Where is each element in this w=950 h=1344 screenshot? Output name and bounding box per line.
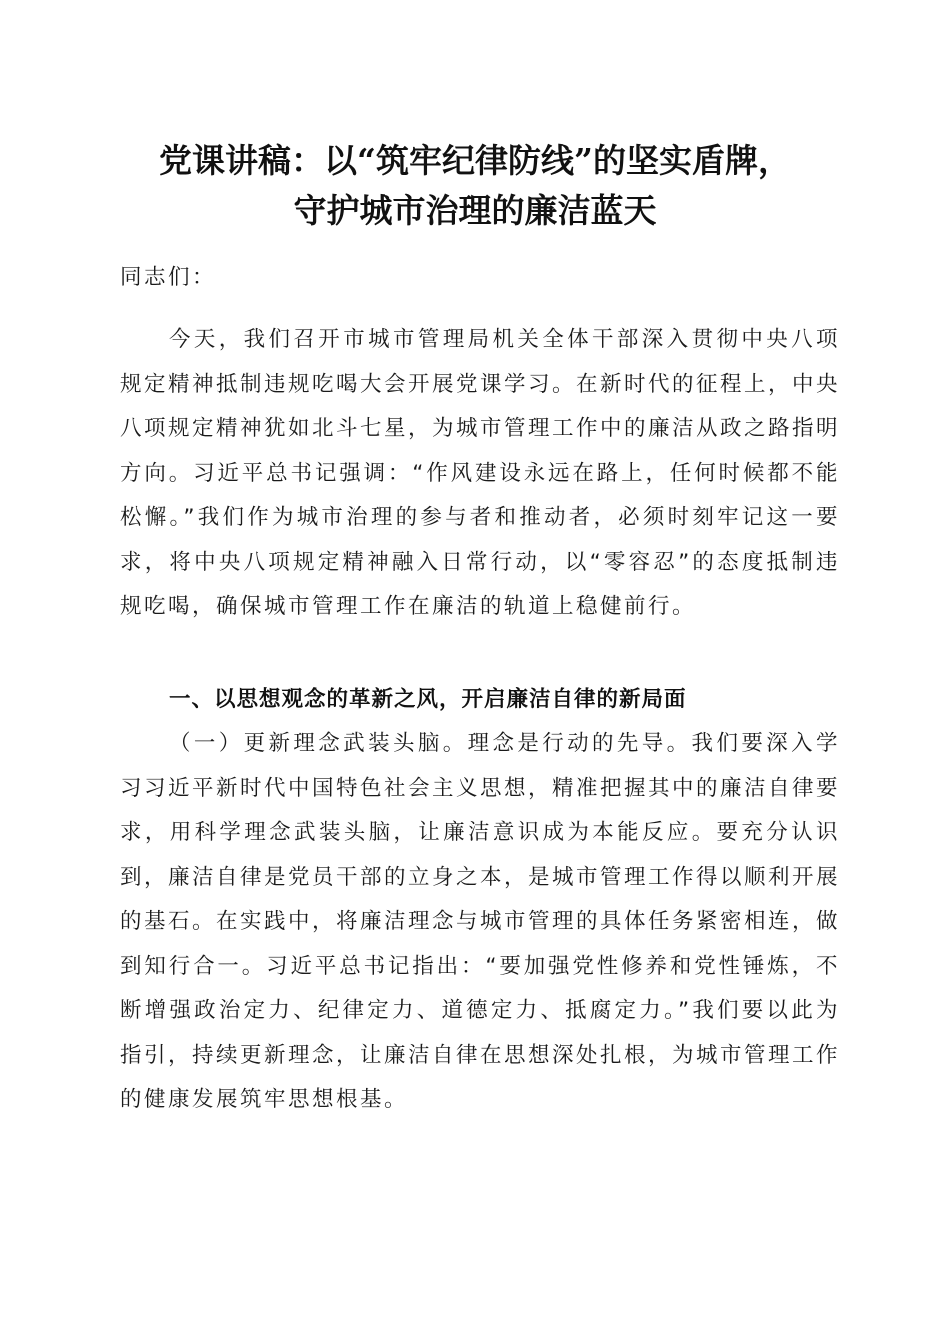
salutation: 同志们：: [120, 265, 217, 290]
document-title-line2: 守护城市治理的廉洁蓝天: [293, 191, 657, 230]
paragraph-intro: 今天，我们召开市城市管理局机关全体干部深入贯彻中央八项规定精神抵制违规吃喝大会开展党课学习。在新时代的征程上，中央八项规定精神犹如北斗七星，为城市管理工作中的廉洁从政之路指明方向。习近平总书记强调：“作风建设永远在路上，任何时候都不能松懈。”我们作为城市治理的参与者和推动者，必须时刻牢记这一要求，将中央八项规定精神融入日常行动，以“零容忍”的态度抵制违规吃喝，确保城市管理工作在廉洁的轨道上稳健前行。: [120, 327, 841, 619]
section-heading-1: 一、以思想观念的革新之风，开启廉洁自律的新局面: [169, 687, 687, 712]
paragraph-subsection-1: [120, 722, 840, 1123]
subsection-lead: （一）更新理念武装头脑。: [169, 731, 468, 756]
document-title-line1: 党课讲稿：以“筑牢纪律防线”的坚实盾牌，: [159, 141, 791, 180]
subsection-body: 理念是行动的先导。我们要深入学习习近平新时代中国特色社会主义思想，精准把握其中的廉洁自律要求，用科学理念武装头脑，让廉洁意识成为本能反应。要充分认识到，廉洁自律是党员干部的立身之本，是城市管理工作得以顺利开展的基石。在实践中，将廉洁理念与城市管理的具体任务紧密相连，做到知行合一。习近平总书记指出：“要加强党性修养和党性锤炼，不断增强政治定力、纪律定力、道德定力、抵腐定力。”我们要以此为指引，持续更新理念，让廉洁自律在思想深处扎根，为城市管理工作的健康发展筑牢思想根基。: [120, 731, 841, 1112]
